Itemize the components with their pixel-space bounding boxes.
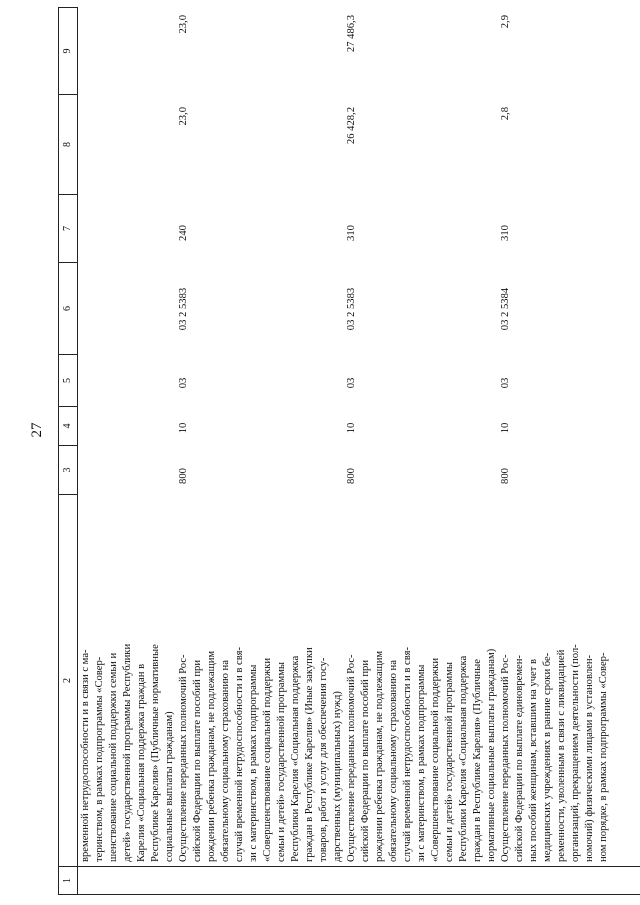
header-col-4: 4 bbox=[59, 407, 77, 446]
header-col-8: 8 bbox=[59, 95, 77, 195]
cell-col-5: 03 bbox=[178, 377, 189, 389]
row-text-line: дарственных (муниципальных) нужд) bbox=[332, 691, 343, 862]
cell-col-8: 2,8 bbox=[500, 107, 511, 121]
row-text-line: граждан в Республике Карелия» (Публичные bbox=[472, 659, 483, 862]
budget-table bbox=[58, 7, 640, 895]
row-text-line: нормативные социальные выплаты гражданам) bbox=[486, 648, 497, 862]
continuation-text-line: Карелия «Социальная поддержка граждан в bbox=[136, 663, 147, 862]
continuation-text-line: временной нетрудоспособности и в связи с ма- bbox=[80, 649, 91, 862]
cell-col-5: 03 bbox=[346, 377, 357, 389]
cell-col-7: 310 bbox=[346, 225, 357, 241]
column-divider bbox=[76, 894, 640, 895]
row-text-line: номочий) физическими лицами в установлен- bbox=[584, 654, 595, 862]
header-col-2: 2 bbox=[59, 495, 77, 867]
row-text-line: семьи и детей» государственной программы bbox=[444, 661, 455, 862]
continuation-text-line: Республике Карелия» (Публичные нормативные bbox=[150, 644, 161, 862]
cell-col-3: 800 bbox=[346, 468, 357, 484]
row-text-line: ном порядке, в рамках подпрограммы «Совер- bbox=[598, 652, 609, 862]
row-text-line: ременности, уволенным в связи с ликвидацией bbox=[556, 649, 567, 862]
row-text-line: обязательному социальному страхованию на bbox=[388, 660, 399, 862]
cell-col-6: 03 2 5383 bbox=[178, 287, 189, 331]
row-text-line: граждан в Республике Карелия» (Иные закупки bbox=[304, 647, 315, 862]
row-text-line: зи с материнством, в рамках подпрограммы bbox=[416, 664, 427, 862]
cell-col-4: 10 bbox=[346, 422, 357, 434]
column-divider bbox=[76, 866, 640, 867]
cell-col-8: 23,0 bbox=[178, 107, 189, 126]
continuation-text-line: теринством, в рамках подпрограммы «Совер- bbox=[94, 656, 105, 862]
row-text-line: ных пособий женщинам, вставшим на учет в bbox=[528, 659, 539, 862]
header-col-1: 1 bbox=[59, 867, 77, 895]
row-text-line: сийской Федерации по выплате пособий при bbox=[360, 660, 371, 862]
page-number: 27 bbox=[29, 422, 45, 438]
cell-col-3: 800 bbox=[178, 468, 189, 484]
cell-col-7: 310 bbox=[500, 225, 511, 241]
table-header bbox=[58, 7, 78, 895]
cell-col-4: 10 bbox=[178, 422, 189, 434]
row-text-line: рождении ребенка гражданам, не подлежащим bbox=[206, 650, 217, 862]
row-text-line: сийской Федерации по выплате единовремен- bbox=[514, 655, 525, 862]
continuation-text-line: шенствование социальной поддержки семьи и bbox=[108, 652, 119, 862]
row-text-line: «Совершенствование социальной поддержки bbox=[262, 657, 273, 862]
cell-col-9: 2,9 bbox=[500, 15, 511, 29]
row-text-line: организаций, прекращением деятельности (пол- bbox=[570, 644, 581, 862]
cell-col-8: 26 428,2 bbox=[346, 107, 357, 145]
row-text-line: Осуществление переданных полномочий Рос- bbox=[500, 654, 511, 862]
row-text-line: семьи и детей» государственной программы bbox=[276, 661, 287, 862]
cell-col-6: 03 2 5383 bbox=[346, 287, 357, 331]
row-text-line: случай временной нетрудоспособности и в свя- bbox=[402, 647, 413, 862]
header-col-9: 9 bbox=[59, 7, 77, 95]
row-text-line: рождении ребенка гражданам, не подлежащим bbox=[374, 650, 385, 862]
row-text-line: сийской Федерации по выплате пособий при bbox=[192, 660, 203, 862]
row-text-line: товаров, работ и услуг для обеспечения госу- bbox=[318, 657, 329, 862]
cell-col-7: 240 bbox=[178, 225, 189, 241]
cell-col-5: 03 bbox=[500, 377, 511, 389]
row-text-line: зи с материнством, в рамках подпрограммы bbox=[248, 664, 259, 862]
header-col-5: 5 bbox=[59, 355, 77, 407]
header-col-7: 7 bbox=[59, 195, 77, 263]
cell-col-6: 03 2 5384 bbox=[500, 287, 511, 331]
row-text-line: «Совершенствование социальной поддержки bbox=[430, 657, 441, 862]
cell-col-9: 23,0 bbox=[178, 15, 189, 34]
row-text-line: Республики Карелия «Социальная поддержка bbox=[290, 655, 301, 862]
row-text-line: обязательному социальному страхованию на bbox=[220, 660, 231, 862]
cell-col-9: 27 486,3 bbox=[346, 15, 357, 53]
header-col-3: 3 bbox=[59, 446, 77, 495]
row-text-line: медицинских учреждениях в ранние сроки бе- bbox=[542, 652, 553, 862]
continuation-text-line: социальные выплаты гражданам) bbox=[164, 711, 175, 862]
header-col-6: 6 bbox=[59, 263, 77, 355]
row-text-line: Осуществление переданных полномочий Рос- bbox=[346, 654, 357, 862]
row-text-line: Осуществление переданных полномочий Рос- bbox=[178, 654, 189, 862]
cell-col-3: 800 bbox=[500, 468, 511, 484]
cell-col-4: 10 bbox=[500, 422, 511, 434]
continuation-text-line: детей» государственной программы Республики bbox=[122, 643, 133, 862]
row-text-line: Республики Карелия «Социальная поддержка bbox=[458, 655, 469, 862]
row-text-line: случай временной нетрудоспособности и в свя- bbox=[234, 647, 245, 862]
